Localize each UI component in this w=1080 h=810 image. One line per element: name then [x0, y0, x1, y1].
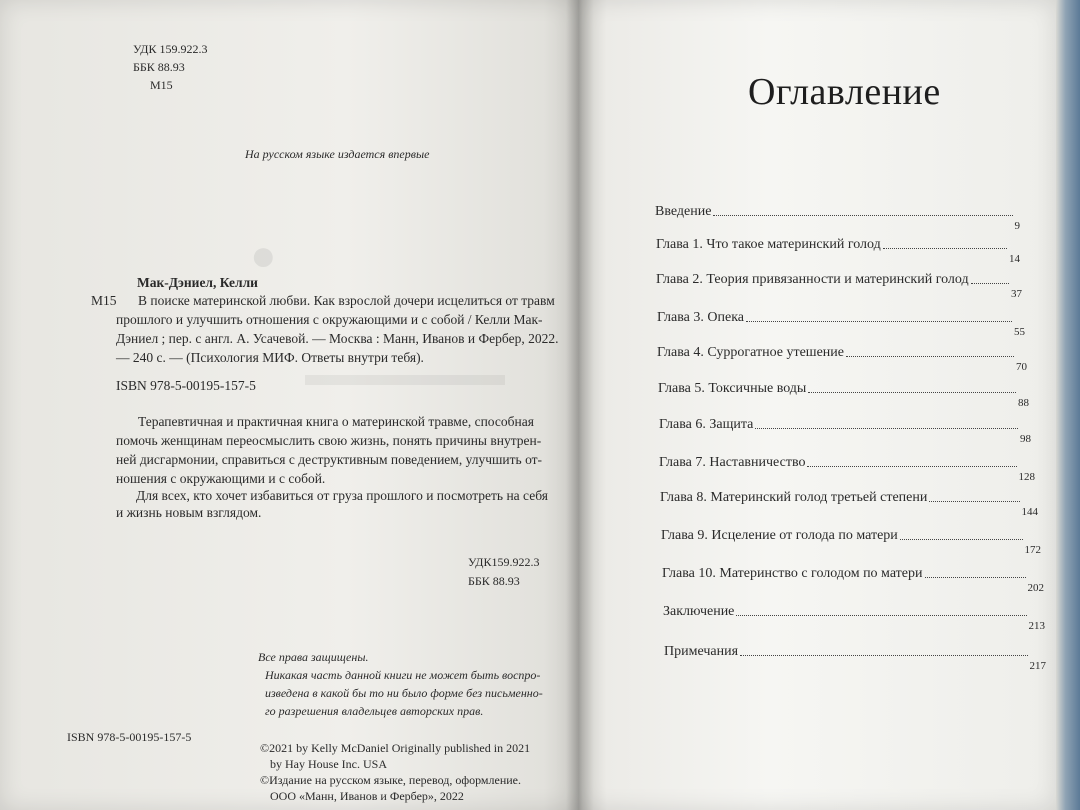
toc-entry-page: 14: [1009, 253, 1020, 265]
copyright-line: by Hay House Inc. USA: [270, 757, 387, 771]
toc-leader-dots: [929, 500, 1019, 502]
toc-leader-dots: [807, 465, 1016, 467]
toc-entry-title: Заключение: [663, 604, 735, 619]
toc-entry: [659, 455, 1035, 483]
annotation-line: ней дисгармонии, справиться с деструктивным поведением, улучшить от-: [116, 452, 543, 467]
annotation-line: ношения с окружающими и с собой.: [116, 471, 326, 486]
toc-entry-title: Примечания: [664, 644, 739, 659]
bbk-code-bottom: ББК 88.93: [468, 574, 520, 588]
annotation-line: и жизнь новым взглядом.: [116, 505, 262, 520]
toc-entry-page: 9: [1014, 220, 1020, 232]
rights-line: Все права защищены.: [258, 650, 369, 664]
catalog-line: прошлого и улучшить отношения с окружающими и с собой / Келли Мак-: [116, 312, 543, 327]
toc-entry: [658, 381, 1029, 409]
book-cover-edge: [1056, 0, 1080, 810]
toc-entry: [657, 345, 1027, 373]
udk-code-bottom: УДК159.922.3: [468, 555, 540, 569]
toc-entry-page: 70: [1016, 361, 1027, 373]
toc-entry-page: 37: [1011, 288, 1022, 300]
toc-entry-title: Глава 6. Защита: [659, 417, 754, 432]
toc-entry: [664, 644, 1046, 672]
toc-leader-dots: [746, 320, 1012, 322]
toc-entry-title: Глава 3. Опека: [657, 310, 745, 325]
toc-leader-dots: [846, 355, 1014, 357]
book-spine: [566, 0, 594, 810]
catalog-line: Дэниел ; пер. с англ. А. Усачевой. — Москва : Манн, Иванов и Фербер, 2022.: [116, 331, 559, 346]
catalog-isbn: ISBN 978-5-00195-157-5: [116, 378, 256, 393]
toc-entry-title: Глава 1. Что такое материнский голод: [656, 237, 881, 252]
toc-entry: [656, 237, 1020, 265]
toc-entry: [655, 204, 1020, 232]
toc-entry-page: 88: [1018, 397, 1029, 409]
toc-leader-dots: [713, 214, 1012, 216]
toc-leader-dots: [925, 576, 1026, 578]
toc-entry-page: 202: [1027, 582, 1044, 594]
toc-leader-dots: [740, 654, 1027, 656]
catalog-line: В поиске материнской любви. Как взрослой дочери исцелиться от травм: [138, 293, 555, 308]
toc-leader-dots: [971, 282, 1009, 284]
copyright-line: ООО «Манн, Иванов и Фербер», 2022: [270, 789, 464, 803]
rights-line: изведена в какой бы то ни было форме без письменно-: [265, 686, 543, 700]
toc-entry: [659, 417, 1031, 445]
toc-entry-title: Глава 7. Наставничество: [659, 455, 806, 470]
bleed-through-mark: ●: [250, 231, 277, 280]
toc-entry-title: Глава 2. Теория привязанности и материнский голод: [656, 272, 969, 287]
toc-entry: [663, 604, 1045, 632]
rights-line: го разрешения владельцев авторских прав.: [265, 704, 484, 718]
catalog-author: Мак-Дэниел, Келли: [137, 275, 258, 290]
toc-leader-dots: [883, 247, 1007, 249]
isbn-bottom: ISBN 978-5-00195-157-5: [67, 730, 192, 744]
toc-entry: [660, 490, 1038, 518]
toc-leader-dots: [808, 391, 1016, 393]
annotation-line: помочь женщинам переосмыслить свою жизнь, понять причины внутрен-: [116, 433, 542, 448]
author-mark: М15: [150, 78, 173, 92]
toc-entry-page: 213: [1028, 620, 1045, 632]
toc-entry: [661, 528, 1041, 556]
toc-leader-dots: [755, 427, 1018, 429]
right-page: [578, 0, 1056, 810]
first-edition-note: На русском языке издается впервые: [245, 147, 430, 161]
catalog-code: М15: [91, 293, 117, 308]
toc-entry-title: Глава 9. Исцеление от голода по матери: [661, 528, 898, 543]
toc-title: Оглавление: [748, 71, 941, 113]
catalog-line: — 240 с. — (Психология МИФ. Ответы внутри тебя).: [116, 350, 424, 365]
toc-leader-dots: [900, 538, 1023, 540]
copyright-line: ©2021 by Kelly McDaniel Originally published in 2021: [260, 741, 531, 755]
toc-entry: [662, 566, 1044, 594]
toc-entry-page: 172: [1024, 544, 1041, 556]
toc-leader-dots: [736, 614, 1026, 616]
toc-entry-title: Глава 8. Материнский голод третьей степени: [660, 490, 928, 505]
toc-entry-title: Глава 10. Материнство с голодом по матери: [662, 566, 923, 581]
bbk-code: ББК 88.93: [133, 60, 185, 74]
annotation-line: Терапевтичная и практичная книга о материнской травме, способная: [138, 414, 534, 429]
toc-entry-title: Введение: [655, 204, 712, 219]
toc-entry-page: 217: [1029, 660, 1046, 672]
toc-entry: [656, 272, 1022, 300]
toc-entry-page: 128: [1018, 471, 1035, 483]
rights-line: Никакая часть данной книги не может быть воспро-: [265, 668, 541, 682]
toc-entry: [657, 310, 1025, 338]
copyright-line: ©Издание на русском языке, перевод, оформление.: [260, 773, 522, 787]
udk-code: УДК 159.922.3: [133, 42, 208, 56]
annotation-line: Для всех, кто хочет избавиться от груза прошлого и посмотреть на себя: [136, 488, 548, 503]
toc-entry-page: 98: [1020, 433, 1031, 445]
toc-entry-page: 144: [1021, 506, 1038, 518]
toc-entry-title: Глава 4. Суррогатное утешение: [657, 345, 844, 360]
toc-entry-page: 55: [1014, 326, 1025, 338]
toc-entry-title: Глава 5. Токсичные воды: [658, 381, 807, 396]
